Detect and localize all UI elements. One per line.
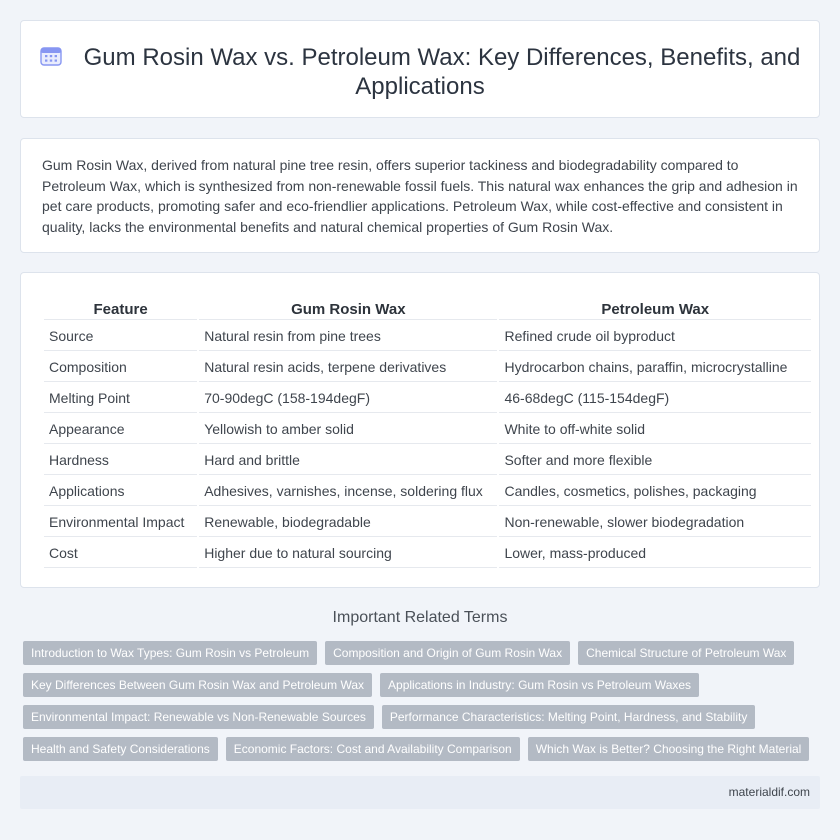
related-term-tag[interactable]: Performance Characteristics: Melting Point, Hardness, and Stability: [382, 705, 756, 729]
row-petroleum-value: White to off-white solid: [499, 415, 811, 444]
table-row: [44, 539, 811, 568]
related-term-tag[interactable]: Introduction to Wax Types: Gum Rosin vs Petroleum: [23, 641, 317, 665]
related-term-tag[interactable]: Chemical Structure of Petroleum Wax: [578, 641, 794, 665]
related-term-tag[interactable]: Applications in Industry: Gum Rosin vs Petroleum Waxes: [380, 673, 699, 697]
related-term-tag[interactable]: Economic Factors: Cost and Availability Comparison: [226, 737, 520, 761]
intro-card: [20, 138, 820, 253]
page-title: [21, 43, 819, 101]
table-row: [44, 415, 811, 444]
row-feature: Source: [44, 322, 197, 351]
row-gum-rosin-value: Renewable, biodegradable: [199, 508, 497, 537]
row-petroleum-value: Non-renewable, slower biodegradation: [499, 508, 811, 537]
tag-row: [23, 737, 803, 761]
row-gum-rosin-value: Natural resin from pine trees: [199, 322, 497, 351]
row-feature: Melting Point: [44, 384, 197, 413]
related-term-tag[interactable]: Environmental Impact: Renewable vs Non-Renewable Sources: [23, 705, 374, 729]
table-row: [44, 322, 811, 351]
row-petroleum-value: Lower, mass-produced: [499, 539, 811, 568]
row-petroleum-value: Candles, cosmetics, polishes, packaging: [499, 477, 811, 506]
comparison-table: [42, 294, 813, 570]
table-row: [44, 353, 811, 382]
related-terms-list: [23, 641, 803, 769]
row-gum-rosin-value: 70-90degC (158-194degF): [199, 384, 497, 413]
table-row: [44, 477, 811, 506]
row-gum-rosin-value: Yellowish to amber solid: [199, 415, 497, 444]
row-gum-rosin-value: Higher due to natural sourcing: [199, 539, 497, 568]
header-feature: Feature: [44, 296, 197, 320]
title-line-1: Gum Rosin Wax vs. Petroleum Wax: Key Differences, Benefits, and: [83, 44, 801, 71]
row-feature: Environmental Impact: [44, 508, 197, 537]
table-header-row: [44, 296, 811, 320]
intro-paragraph: Gum Rosin Wax, derived from natural pine tree resin, offers superior tackiness and biodegradability compared to Petroleum Wax, which is synthesized from non-renewable fossil fuels. This natural wax enhances the grip and adhesion in pet care products, promoting safer and eco-friendlier applications. Petroleum Wax, while cost-effective and consistent in quality, lacks the environmental benefits and natural chemical properties of Gum Rosin Wax.: [42, 157, 798, 235]
table-row: [44, 508, 811, 537]
comparison-card: [20, 272, 820, 588]
related-term-tag[interactable]: Key Differences Between Gum Rosin Wax and Petroleum Wax: [23, 673, 372, 697]
row-feature: Cost: [44, 539, 197, 568]
row-feature: Appearance: [44, 415, 197, 444]
header-gum-rosin-wax: Gum Rosin Wax: [199, 296, 497, 320]
related-term-tag[interactable]: Which Wax is Better? Choosing the Right Material: [528, 737, 810, 761]
header-petroleum-wax: Petroleum Wax: [499, 296, 811, 320]
tag-row: [23, 641, 803, 665]
table-row: [44, 384, 811, 413]
related-terms-heading: Important Related Terms: [332, 609, 508, 626]
footer-bar: [20, 776, 820, 809]
row-feature: Applications: [44, 477, 197, 506]
row-gum-rosin-value: Adhesives, varnishes, incense, soldering flux: [199, 477, 497, 506]
row-feature: Composition: [44, 353, 197, 382]
tag-row: [23, 673, 803, 697]
header-card: [20, 20, 820, 118]
calendar-icon: [40, 46, 62, 66]
row-gum-rosin-value: Natural resin acids, terpene derivatives: [199, 353, 497, 382]
footer-site-link[interactable]: materialdif.com: [728, 785, 810, 799]
title-line-2: Applications: [355, 73, 485, 100]
row-feature: Hardness: [44, 446, 197, 475]
row-gum-rosin-value: Hard and brittle: [199, 446, 497, 475]
table-row: [44, 446, 811, 475]
row-petroleum-value: Softer and more flexible: [499, 446, 811, 475]
related-term-tag[interactable]: Health and Safety Considerations: [23, 737, 218, 761]
row-petroleum-value: 46-68degC (115-154degF): [499, 384, 811, 413]
row-petroleum-value: Refined crude oil byproduct: [499, 322, 811, 351]
row-petroleum-value: Hydrocarbon chains, paraffin, microcrystalline: [499, 353, 811, 382]
related-term-tag[interactable]: Composition and Origin of Gum Rosin Wax: [325, 641, 570, 665]
tag-row: [23, 705, 803, 729]
